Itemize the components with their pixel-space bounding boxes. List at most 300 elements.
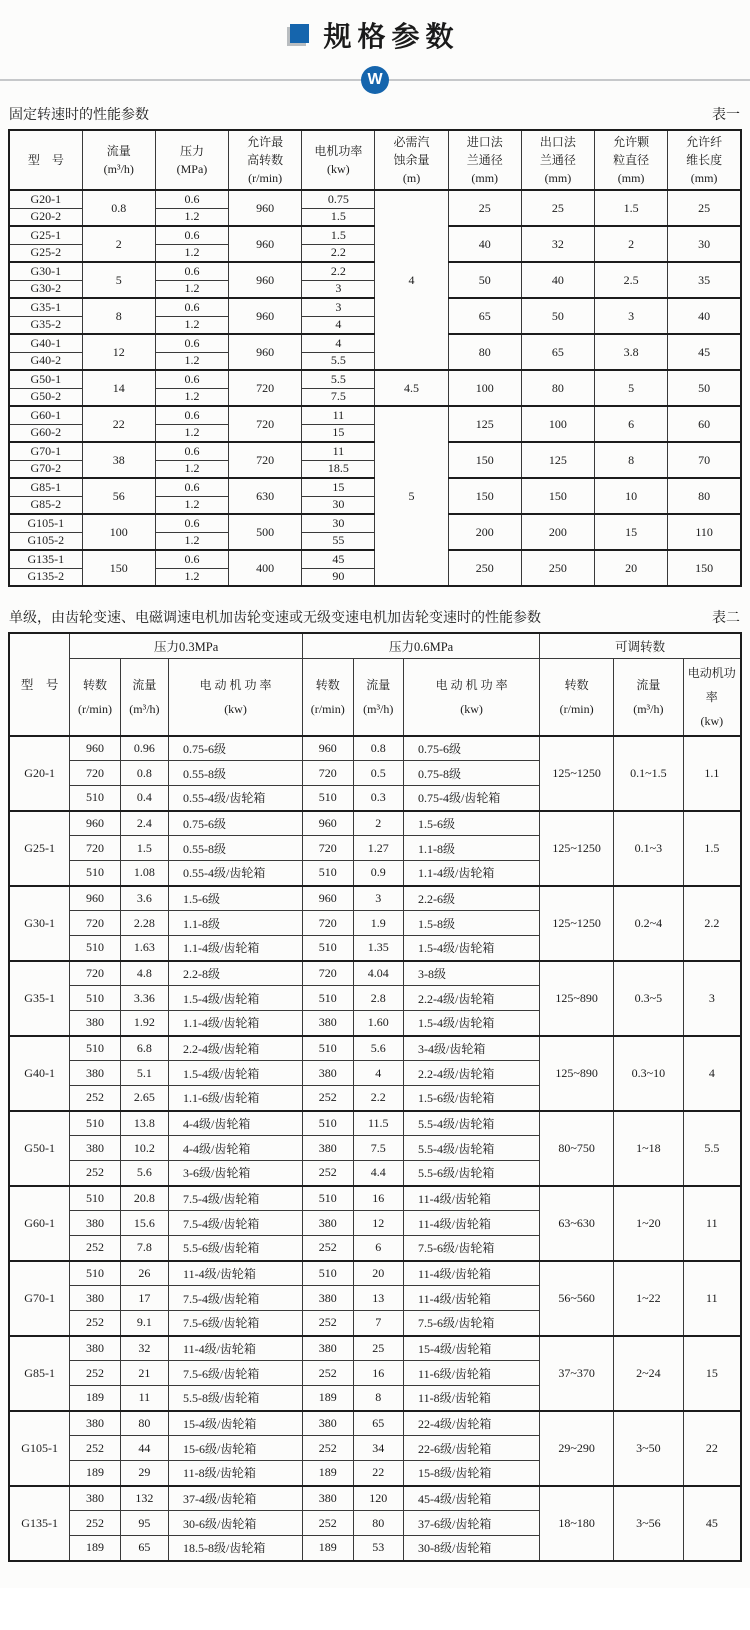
model-cell: G40-1 bbox=[9, 334, 82, 352]
flow-cell: 2 bbox=[353, 811, 404, 836]
flow-cell: 4.04 bbox=[353, 961, 404, 986]
outlet-flange-cell: 200 bbox=[521, 514, 594, 550]
fiber-length-cell: 60 bbox=[668, 406, 741, 442]
motor-power-cell: 1.1-4级/齿轮箱 bbox=[404, 861, 540, 886]
motor-power-cell: 11-8级/齿轮箱 bbox=[169, 1461, 303, 1486]
motor-power-cell: 1.5-8级 bbox=[404, 911, 540, 936]
page-title: 规格参数 bbox=[323, 22, 460, 53]
table2-row bbox=[9, 811, 741, 836]
flow-cell: 12 bbox=[82, 334, 155, 370]
speed-cell: 960 bbox=[303, 736, 354, 761]
model-cell: G70-2 bbox=[9, 460, 82, 478]
pressure-cell: 0.6 bbox=[155, 190, 228, 208]
speed-cell: 720 bbox=[303, 836, 354, 861]
speed-cell: 189 bbox=[70, 1536, 121, 1561]
w-logo-badge bbox=[361, 66, 389, 94]
model-cell: G60-2 bbox=[9, 424, 82, 442]
adjustable-speed-cell: 125~890 bbox=[540, 1036, 614, 1111]
motor-power-cell: 0.75 bbox=[302, 190, 375, 208]
motor-power-cell: 7.5 bbox=[302, 388, 375, 406]
speed-cell: 960 bbox=[70, 811, 121, 836]
motor-power-cell: 55 bbox=[302, 532, 375, 550]
pressure-cell: 0.6 bbox=[155, 298, 228, 316]
motor-power-cell: 0.75-6级 bbox=[169, 811, 303, 836]
table2-caption-row bbox=[0, 607, 750, 632]
flow-cell: 4 bbox=[353, 1061, 404, 1086]
model-cell: G30-1 bbox=[9, 262, 82, 280]
motor-power-cell: 18.5-8级/齿轮箱 bbox=[169, 1536, 303, 1561]
max-speed-cell: 960 bbox=[229, 190, 302, 226]
motor-power-cell: 15-6级/齿轮箱 bbox=[169, 1436, 303, 1461]
particle-diameter-cell: 15 bbox=[595, 514, 668, 550]
speed-cell: 252 bbox=[303, 1511, 354, 1536]
motor-power-cell: 11-4级/齿轮箱 bbox=[404, 1186, 540, 1211]
motor-power-cell: 1.5 bbox=[302, 208, 375, 226]
table2-caption: 单级，由齿轮变速、电磁调速电机加齿轮变速或无级变速电机加齿轮变速时的性能参数 bbox=[9, 611, 541, 626]
motor-power-cell: 3-6级/齿轮箱 bbox=[169, 1161, 303, 1186]
model-cell: G135-1 bbox=[9, 1486, 70, 1561]
fiber-length-cell: 40 bbox=[668, 298, 741, 334]
speed-cell: 380 bbox=[303, 1411, 354, 1436]
speed-cell: 252 bbox=[70, 1361, 121, 1386]
motor-power-cell: 11-6级/齿轮箱 bbox=[404, 1361, 540, 1386]
speed-cell: 380 bbox=[70, 1486, 121, 1511]
flow-cell: 7 bbox=[353, 1311, 404, 1336]
flow-cell: 2.4 bbox=[120, 811, 168, 836]
adjustable-speed-cell: 125~1250 bbox=[540, 886, 614, 961]
motor-power-cell: 5.5-6级/齿轮箱 bbox=[169, 1236, 303, 1261]
speed-cell: 510 bbox=[70, 1036, 121, 1061]
adjustable-speed-cell: 80~750 bbox=[540, 1111, 614, 1186]
flow-cell: 0.96 bbox=[120, 736, 168, 761]
motor-power-cell: 1.5-6级 bbox=[404, 811, 540, 836]
speed-cell: 960 bbox=[70, 736, 121, 761]
motor-power-cell: 5.5-4级/齿轮箱 bbox=[404, 1136, 540, 1161]
max-speed-cell: 720 bbox=[229, 442, 302, 478]
fiber-length-cell: 80 bbox=[668, 478, 741, 514]
flow-cell: 14 bbox=[82, 370, 155, 406]
motor-power-cell: 2.2-8级 bbox=[169, 961, 303, 986]
speed-cell: 252 bbox=[303, 1161, 354, 1186]
motor-power-cell: 5.5-4级/齿轮箱 bbox=[404, 1111, 540, 1136]
speed-cell: 720 bbox=[70, 961, 121, 986]
adjustable-power-cell: 3 bbox=[683, 961, 741, 1036]
speed-cell: 252 bbox=[303, 1361, 354, 1386]
table2-row bbox=[9, 1261, 741, 1286]
motor-power-cell: 1.1-8级 bbox=[404, 836, 540, 861]
motor-power-cell: 2.2 bbox=[302, 244, 375, 262]
flow-cell: 38 bbox=[82, 442, 155, 478]
adjustable-flow-cell: 0.1~1.5 bbox=[614, 736, 684, 811]
model-cell: G60-1 bbox=[9, 406, 82, 424]
motor-power-cell: 11 bbox=[302, 442, 375, 460]
model-cell: G20-1 bbox=[9, 190, 82, 208]
table1-header-row bbox=[9, 130, 741, 190]
table2-sub-header: 流量 (m³/h) bbox=[120, 658, 168, 736]
speed-cell: 252 bbox=[303, 1236, 354, 1261]
table2-group-header: 压力0.6MPa bbox=[303, 633, 540, 658]
speed-cell: 252 bbox=[70, 1236, 121, 1261]
flow-cell: 11.5 bbox=[353, 1111, 404, 1136]
motor-power-cell: 45 bbox=[302, 550, 375, 568]
model-cell: G25-2 bbox=[9, 244, 82, 262]
table2-row bbox=[9, 1411, 741, 1436]
model-cell: G35-2 bbox=[9, 316, 82, 334]
table2-sub-header: 转数 (r/min) bbox=[303, 658, 354, 736]
speed-cell: 720 bbox=[303, 761, 354, 786]
flow-cell: 1.63 bbox=[120, 936, 168, 961]
model-cell: G35-1 bbox=[9, 961, 70, 1036]
motor-power-cell: 3-8级 bbox=[404, 961, 540, 986]
adjustable-flow-cell: 1~20 bbox=[614, 1186, 684, 1261]
motor-power-cell: 4 bbox=[302, 316, 375, 334]
flow-cell: 10.2 bbox=[120, 1136, 168, 1161]
adjustable-flow-cell: 0.1~3 bbox=[614, 811, 684, 886]
table1-col-header: 出口法 兰通径 (mm) bbox=[521, 130, 594, 190]
inlet-flange-cell: 125 bbox=[448, 406, 521, 442]
pressure-cell: 1.2 bbox=[155, 568, 228, 586]
motor-power-cell: 0.55-8级 bbox=[169, 761, 303, 786]
speed-cell: 380 bbox=[303, 1061, 354, 1086]
speed-cell: 510 bbox=[70, 786, 121, 811]
speed-cell: 510 bbox=[303, 1186, 354, 1211]
fiber-length-cell: 50 bbox=[668, 370, 741, 406]
motor-power-cell: 1.5-4级/齿轮箱 bbox=[169, 986, 303, 1011]
motor-power-cell: 30-6级/齿轮箱 bbox=[169, 1511, 303, 1536]
max-speed-cell: 500 bbox=[229, 514, 302, 550]
motor-power-cell: 0.55-4级/齿轮箱 bbox=[169, 861, 303, 886]
model-cell: G135-1 bbox=[9, 550, 82, 568]
fiber-length-cell: 150 bbox=[668, 550, 741, 586]
speed-cell: 510 bbox=[70, 1186, 121, 1211]
motor-power-cell: 1.5-4级/齿轮箱 bbox=[404, 1011, 540, 1036]
table2-label: 表二 bbox=[712, 611, 740, 626]
speed-cell: 380 bbox=[70, 1011, 121, 1036]
particle-diameter-cell: 3.8 bbox=[595, 334, 668, 370]
flow-cell: 9.1 bbox=[120, 1311, 168, 1336]
table2-row bbox=[9, 961, 741, 986]
flow-cell: 1.60 bbox=[353, 1011, 404, 1036]
speed-cell: 510 bbox=[303, 1261, 354, 1286]
model-cell: G85-1 bbox=[9, 1336, 70, 1411]
speed-cell: 380 bbox=[303, 1486, 354, 1511]
model-cell: G135-2 bbox=[9, 568, 82, 586]
model-cell: G105-2 bbox=[9, 532, 82, 550]
model-cell: G20-1 bbox=[9, 736, 70, 811]
fiber-length-cell: 70 bbox=[668, 442, 741, 478]
speed-cell: 189 bbox=[303, 1536, 354, 1561]
motor-power-cell: 7.5-6级/齿轮箱 bbox=[404, 1236, 540, 1261]
table1-col-header: 允许纤 维长度 (mm) bbox=[668, 130, 741, 190]
speed-cell: 380 bbox=[70, 1211, 121, 1236]
adjustable-speed-cell: 125~1250 bbox=[540, 811, 614, 886]
flow-cell: 15.6 bbox=[120, 1211, 168, 1236]
motor-power-cell: 5.5-8级/齿轮箱 bbox=[169, 1386, 303, 1411]
flow-cell: 1.27 bbox=[353, 836, 404, 861]
flow-cell: 12 bbox=[353, 1211, 404, 1236]
inlet-flange-cell: 25 bbox=[448, 190, 521, 226]
motor-power-cell: 7.5-4级/齿轮箱 bbox=[169, 1186, 303, 1211]
motor-power-cell: 18.5 bbox=[302, 460, 375, 478]
motor-power-cell: 7.5-6级/齿轮箱 bbox=[169, 1361, 303, 1386]
speed-cell: 252 bbox=[303, 1086, 354, 1111]
motor-power-cell: 3-4级/齿轮箱 bbox=[404, 1036, 540, 1061]
flow-cell: 2.28 bbox=[120, 911, 168, 936]
adjustable-flow-cell: 3~50 bbox=[614, 1411, 684, 1486]
adjustable-power-cell: 5.5 bbox=[683, 1111, 741, 1186]
table2-body bbox=[9, 736, 741, 1561]
model-cell: G20-2 bbox=[9, 208, 82, 226]
flow-cell: 32 bbox=[120, 1336, 168, 1361]
speed-cell: 380 bbox=[303, 1136, 354, 1161]
speed-cell: 252 bbox=[70, 1511, 121, 1536]
flow-cell: 0.8 bbox=[82, 190, 155, 226]
speed-cell: 510 bbox=[303, 986, 354, 1011]
table1-col-header: 型 号 bbox=[9, 130, 82, 190]
flow-cell: 1.9 bbox=[353, 911, 404, 936]
pressure-cell: 1.2 bbox=[155, 316, 228, 334]
flow-cell: 6 bbox=[353, 1236, 404, 1261]
model-cell: G30-2 bbox=[9, 280, 82, 298]
motor-power-cell: 4 bbox=[302, 334, 375, 352]
max-speed-cell: 960 bbox=[229, 298, 302, 334]
flow-cell: 120 bbox=[353, 1486, 404, 1511]
model-cell: G25-1 bbox=[9, 226, 82, 244]
flow-cell: 80 bbox=[353, 1511, 404, 1536]
adjustable-speed-cell: 56~560 bbox=[540, 1261, 614, 1336]
pressure-cell: 1.2 bbox=[155, 388, 228, 406]
speed-cell: 720 bbox=[303, 911, 354, 936]
pressure-cell: 0.6 bbox=[155, 478, 228, 496]
flow-cell: 100 bbox=[82, 514, 155, 550]
model-cell: G85-1 bbox=[9, 478, 82, 496]
speed-cell: 510 bbox=[70, 1111, 121, 1136]
particle-diameter-cell: 20 bbox=[595, 550, 668, 586]
flow-cell: 20 bbox=[353, 1261, 404, 1286]
flow-cell: 132 bbox=[120, 1486, 168, 1511]
motor-power-cell: 11-4级/齿轮箱 bbox=[404, 1286, 540, 1311]
adjustable-power-cell: 11 bbox=[683, 1261, 741, 1336]
outlet-flange-cell: 250 bbox=[521, 550, 594, 586]
table2-row bbox=[9, 886, 741, 911]
flow-cell: 44 bbox=[120, 1436, 168, 1461]
table1-col-header: 允许颗 粒直径 (mm) bbox=[595, 130, 668, 190]
speed-cell: 189 bbox=[70, 1386, 121, 1411]
flow-cell: 56 bbox=[82, 478, 155, 514]
speed-cell: 380 bbox=[70, 1411, 121, 1436]
flow-cell: 1.92 bbox=[120, 1011, 168, 1036]
table1-col-header: 流量 (m³/h) bbox=[82, 130, 155, 190]
title-bullet-square-icon bbox=[290, 24, 309, 43]
flow-cell: 13.8 bbox=[120, 1111, 168, 1136]
motor-power-cell: 1.5-6级 bbox=[169, 886, 303, 911]
outlet-flange-cell: 65 bbox=[521, 334, 594, 370]
flow-cell: 29 bbox=[120, 1461, 168, 1486]
motor-power-cell: 0.75-6级 bbox=[169, 736, 303, 761]
table2-sub-header: 转数 (r/min) bbox=[70, 658, 121, 736]
pressure-cell: 0.6 bbox=[155, 550, 228, 568]
flow-cell: 5.1 bbox=[120, 1061, 168, 1086]
flow-cell: 0.3 bbox=[353, 786, 404, 811]
table1-head bbox=[9, 130, 741, 190]
max-speed-cell: 960 bbox=[229, 262, 302, 298]
fiber-length-cell: 45 bbox=[668, 334, 741, 370]
pressure-cell: 0.6 bbox=[155, 406, 228, 424]
motor-power-cell: 90 bbox=[302, 568, 375, 586]
speed-cell: 252 bbox=[70, 1311, 121, 1336]
table2-sub-header: 电动机功率 (kw) bbox=[683, 658, 741, 736]
flow-cell: 1.35 bbox=[353, 936, 404, 961]
speed-cell: 510 bbox=[303, 1111, 354, 1136]
inlet-flange-cell: 200 bbox=[448, 514, 521, 550]
table1-row bbox=[9, 190, 741, 208]
pressure-cell: 1.2 bbox=[155, 352, 228, 370]
speed-cell: 380 bbox=[303, 1336, 354, 1361]
adjustable-power-cell: 15 bbox=[683, 1336, 741, 1411]
speed-cell: 510 bbox=[303, 1036, 354, 1061]
model-cell: G50-1 bbox=[9, 1111, 70, 1186]
motor-power-cell: 11-4级/齿轮箱 bbox=[169, 1261, 303, 1286]
speed-cell: 380 bbox=[70, 1136, 121, 1161]
flow-cell: 16 bbox=[353, 1361, 404, 1386]
flow-cell: 7.8 bbox=[120, 1236, 168, 1261]
pressure-cell: 0.6 bbox=[155, 226, 228, 244]
table2-group-header: 压力0.3MPa bbox=[70, 633, 303, 658]
adjustable-flow-cell: 0.3~5 bbox=[614, 961, 684, 1036]
adjustable-power-cell: 1.1 bbox=[683, 736, 741, 811]
table2-row bbox=[9, 1336, 741, 1361]
motor-power-cell: 4-4级/齿轮箱 bbox=[169, 1111, 303, 1136]
pressure-cell: 1.2 bbox=[155, 244, 228, 262]
flow-cell: 17 bbox=[120, 1286, 168, 1311]
model-cell: G35-1 bbox=[9, 298, 82, 316]
motor-power-cell: 37-6级/齿轮箱 bbox=[404, 1511, 540, 1536]
adjustable-power-cell: 4 bbox=[683, 1036, 741, 1111]
flow-cell: 0.8 bbox=[353, 736, 404, 761]
motor-power-cell: 11-4级/齿轮箱 bbox=[404, 1211, 540, 1236]
table2-subheader-row bbox=[9, 658, 741, 736]
speed-cell: 252 bbox=[70, 1161, 121, 1186]
speed-cell: 960 bbox=[303, 811, 354, 836]
model-cell: G105-1 bbox=[9, 1411, 70, 1486]
flow-cell: 65 bbox=[120, 1536, 168, 1561]
motor-power-cell: 1.5 bbox=[302, 226, 375, 244]
adjustable-power-cell: 1.5 bbox=[683, 811, 741, 886]
flow-cell: 2.65 bbox=[120, 1086, 168, 1111]
motor-power-cell: 2.2-6级 bbox=[404, 886, 540, 911]
fiber-length-cell: 25 bbox=[668, 190, 741, 226]
table2-group-header: 可调转数 bbox=[540, 633, 741, 658]
motor-power-cell: 1.5-4级/齿轮箱 bbox=[169, 1061, 303, 1086]
table1-label: 表一 bbox=[712, 108, 740, 123]
w-logo-letter: W bbox=[367, 71, 383, 88]
speed-cell: 720 bbox=[70, 911, 121, 936]
motor-power-cell: 11 bbox=[302, 406, 375, 424]
pressure-cell: 0.6 bbox=[155, 262, 228, 280]
speed-cell: 510 bbox=[70, 1261, 121, 1286]
table2-head bbox=[9, 633, 741, 736]
flow-cell: 53 bbox=[353, 1536, 404, 1561]
model-cell: G25-1 bbox=[9, 811, 70, 886]
table2-row bbox=[9, 736, 741, 761]
flow-cell: 2.2 bbox=[353, 1086, 404, 1111]
motor-power-cell: 0.75-8级 bbox=[404, 761, 540, 786]
flow-cell: 2 bbox=[82, 226, 155, 262]
adjustable-speed-cell: 125~890 bbox=[540, 961, 614, 1036]
model-cell: G30-1 bbox=[9, 886, 70, 961]
flow-cell: 3.36 bbox=[120, 986, 168, 1011]
speed-cell: 252 bbox=[70, 1086, 121, 1111]
motor-power-cell: 11-8级/齿轮箱 bbox=[404, 1386, 540, 1411]
outlet-flange-cell: 32 bbox=[521, 226, 594, 262]
model-cell: G60-1 bbox=[9, 1186, 70, 1261]
table1-col-header: 压力 (MPa) bbox=[155, 130, 228, 190]
flow-cell: 65 bbox=[353, 1411, 404, 1436]
adjustable-speed-cell: 37~370 bbox=[540, 1336, 614, 1411]
npsh-cell: 4 bbox=[375, 190, 448, 370]
model-cell: G40-2 bbox=[9, 352, 82, 370]
adjustable-speed-cell: 125~1250 bbox=[540, 736, 614, 811]
npsh-cell: 4.5 bbox=[375, 370, 448, 406]
table1-col-header: 进口法 兰通径 (mm) bbox=[448, 130, 521, 190]
outlet-flange-cell: 40 bbox=[521, 262, 594, 298]
motor-power-cell: 1.1-8级 bbox=[169, 911, 303, 936]
pressure-cell: 1.2 bbox=[155, 532, 228, 550]
motor-power-cell: 1.1-4级/齿轮箱 bbox=[169, 936, 303, 961]
motor-power-cell: 15 bbox=[302, 424, 375, 442]
speed-cell: 380 bbox=[303, 1286, 354, 1311]
speed-cell: 189 bbox=[70, 1461, 121, 1486]
inlet-flange-cell: 80 bbox=[448, 334, 521, 370]
fiber-length-cell: 110 bbox=[668, 514, 741, 550]
flow-cell: 150 bbox=[82, 550, 155, 586]
motor-power-cell: 0.75-6级 bbox=[404, 736, 540, 761]
adjustable-flow-cell: 0.3~10 bbox=[614, 1036, 684, 1111]
table2-row bbox=[9, 1111, 741, 1136]
table2-model-header: 型 号 bbox=[9, 633, 70, 736]
outlet-flange-cell: 50 bbox=[521, 298, 594, 334]
fiber-length-cell: 30 bbox=[668, 226, 741, 262]
flow-cell: 25 bbox=[353, 1336, 404, 1361]
flow-cell: 80 bbox=[120, 1411, 168, 1436]
flow-cell: 8 bbox=[353, 1386, 404, 1411]
motor-power-cell: 37-4级/齿轮箱 bbox=[169, 1486, 303, 1511]
inlet-flange-cell: 150 bbox=[448, 478, 521, 514]
motor-power-cell: 15-8级/齿轮箱 bbox=[404, 1461, 540, 1486]
motor-power-cell: 5.5 bbox=[302, 370, 375, 388]
motor-power-cell: 30 bbox=[302, 514, 375, 532]
particle-diameter-cell: 2.5 bbox=[595, 262, 668, 298]
inlet-flange-cell: 50 bbox=[448, 262, 521, 298]
motor-power-cell: 7.5-6级/齿轮箱 bbox=[404, 1311, 540, 1336]
model-cell: G50-2 bbox=[9, 388, 82, 406]
motor-power-cell: 5.5-6级/齿轮箱 bbox=[404, 1161, 540, 1186]
flow-cell: 16 bbox=[353, 1186, 404, 1211]
speed-cell: 189 bbox=[303, 1386, 354, 1411]
fiber-length-cell: 35 bbox=[668, 262, 741, 298]
fixed-speed-parameters-table bbox=[8, 129, 742, 587]
section-divider bbox=[0, 58, 750, 104]
motor-power-cell: 22-4级/齿轮箱 bbox=[404, 1411, 540, 1436]
outlet-flange-cell: 100 bbox=[521, 406, 594, 442]
flow-cell: 0.9 bbox=[353, 861, 404, 886]
flow-cell: 0.4 bbox=[120, 786, 168, 811]
motor-power-cell: 3 bbox=[302, 298, 375, 316]
speed-cell: 720 bbox=[70, 761, 121, 786]
inlet-flange-cell: 250 bbox=[448, 550, 521, 586]
table1-body bbox=[9, 190, 741, 586]
flow-cell: 22 bbox=[82, 406, 155, 442]
